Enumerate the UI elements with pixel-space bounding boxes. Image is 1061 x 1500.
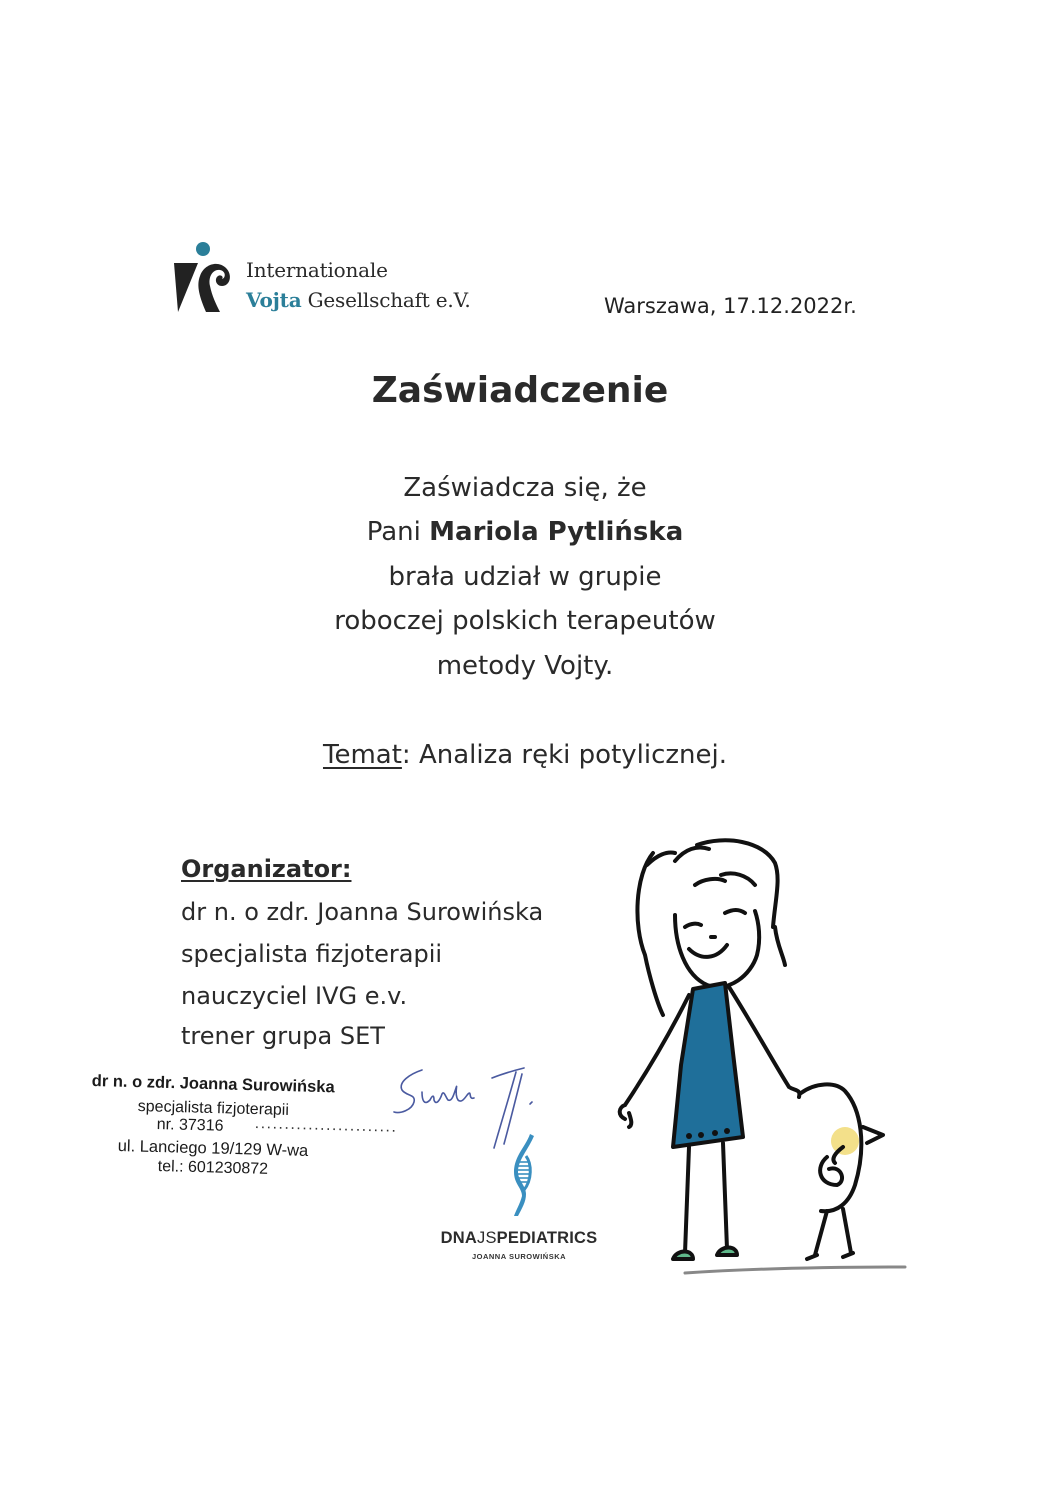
organizer-line: specjalista fizjoterapii [181, 940, 443, 968]
dna-logo-icon [504, 1132, 540, 1218]
stamp-title: specjalista fizjoterapii [137, 1098, 290, 1119]
dna-brand-name [424, 1229, 614, 1248]
brand-part-3: PEDIATRICS [496, 1229, 598, 1247]
ivg-logo-icon [170, 238, 240, 314]
girl-illustration-icon [605, 835, 915, 1285]
topic-separator: : [401, 740, 419, 770]
organizer-line: dr n. o zdr. Joanna Surowińska [181, 898, 544, 926]
stamp-name: dr n. o zdr. Joanna Surowińska [91, 1072, 335, 1097]
logo-line-1: Internationale [246, 258, 388, 282]
organizer-line: nauczyciel IVG e.v. [181, 982, 408, 1010]
signature-line: ........................ [254, 1115, 398, 1136]
organizer-line: trener grupa SET [181, 1022, 385, 1050]
brand-part-1: DNA [440, 1229, 477, 1247]
brand-part-2: JS [477, 1229, 497, 1247]
document-date: Warszawa, 17.12.2022r. [604, 294, 857, 318]
organizer-heading: Organizator: [181, 855, 352, 883]
logo-vojta: Vojta [246, 288, 302, 312]
topic-value: Analiza ręki potylicznej. [418, 740, 728, 770]
logo-line-2 [246, 288, 471, 312]
body-line-1: Zaświadcza się, że [403, 473, 647, 503]
name-prefix: Pani [366, 517, 430, 547]
dna-brand-subtitle: JOANNA SUROWIŃSKA [471, 1252, 567, 1261]
recipient-name: Mariola Pytlińska [429, 517, 684, 547]
topic [0, 740, 1050, 770]
body-line-3: brała udział w grupie [388, 562, 662, 592]
body-line-2 [0, 517, 1050, 547]
document-title: Zaświadczenie [371, 370, 669, 411]
body-line-4: roboczej polskich terapeutów [334, 606, 716, 636]
body-line-5: metody Vojty. [436, 651, 614, 681]
stamp-number: nr. 37316 [156, 1116, 224, 1135]
stamp-address: ul. Lanciego 19/129 W-wa [117, 1137, 309, 1160]
logo-gesellschaft: Gesellschaft e.V. [301, 288, 471, 312]
topic-label: Temat [322, 740, 402, 770]
stamp-phone: tel.: 601230872 [157, 1158, 269, 1178]
